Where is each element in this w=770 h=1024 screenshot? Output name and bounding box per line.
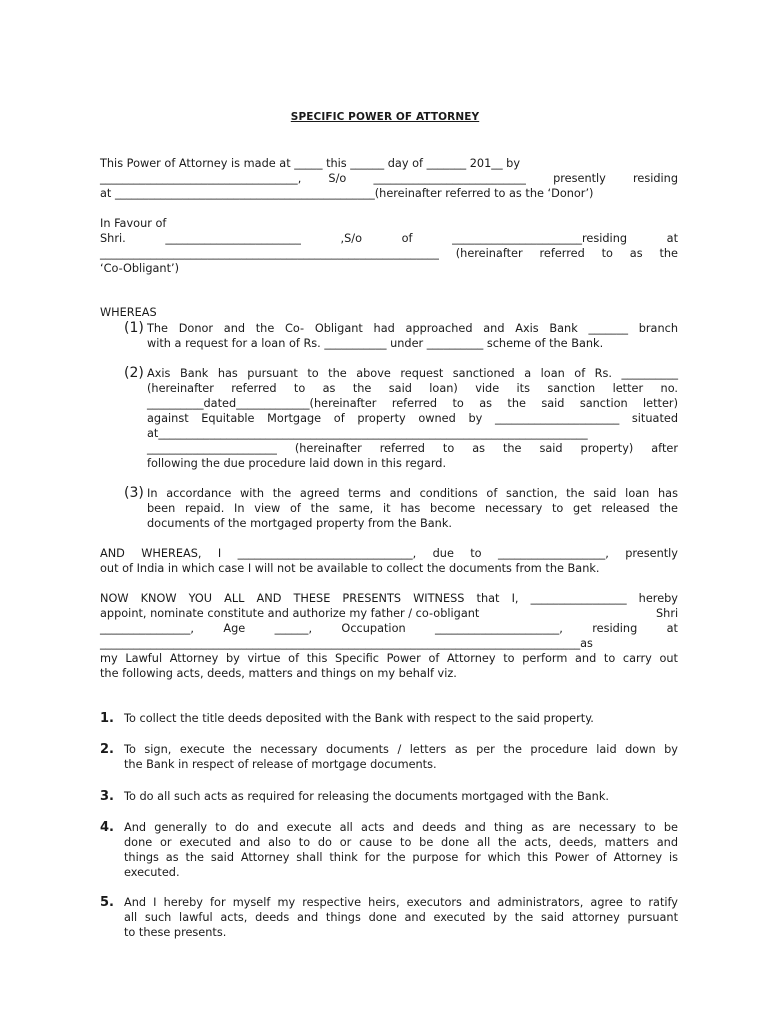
act-number: 5. <box>100 895 114 910</box>
witness-line-5: my Lawful Attorney by virtue of this Specific Power of Attorney to perform and to carry out <box>100 652 678 665</box>
whereas-2-line-2: (hereinafter referred to as the said loan) vide its sanction letter no. <box>147 382 678 395</box>
act-2-line-2: the Bank in respect of release of mortgage documents. <box>124 758 437 771</box>
act-5-line-1: And I hereby for myself my respective heirs, executors and administrators, agree to ratify <box>124 896 678 909</box>
whereas-1-line-1: The Donor and the Co- Obligant had approached and Axis Bank _______ branch <box>147 322 678 335</box>
act-1-line-1: To collect the title deeds deposited with the Bank with respect to the said property. <box>124 712 594 725</box>
whereas-2-line-5: at____________________________________________________________________________ <box>147 427 588 440</box>
act-2-line-1: To sign, execute the necessary documents / letters as per the procedure laid down by <box>124 743 678 756</box>
whereas-item-number: (1) <box>124 320 144 336</box>
whereas-1-line-2: with a request for a loan of Rs. ___________ under __________ scheme of the Bank. <box>147 337 604 350</box>
act-3-line-1: To do all such acts as required for releasing the documents mortgaged with the Bank. <box>124 790 609 803</box>
favour-line-2: Shri. ________________________ ,S/o of _______________________residing at <box>100 232 678 245</box>
favour-line-3: ____________________________________________________________ (hereinafter referred to as the <box>100 247 678 260</box>
act-4-line-2: done or executed and also to do or cause to be done all the acts, deeds, matters and <box>124 836 678 849</box>
act-4-line-1: And generally to do and execute all acts and deeds and thing as are necessary to be <box>124 821 678 834</box>
intro-line-2: ___________________________________, S/o ___________________________ presently residing <box>100 172 678 185</box>
act-4-line-3: things as the said Attorney shall think for the purpose for which this Power of Attorney is <box>124 851 678 864</box>
act-number: 4. <box>100 820 114 835</box>
act-number: 2. <box>100 742 114 757</box>
act-number: 3. <box>100 789 114 804</box>
whereas-2-line-3: __________dated_____________(hereinafter referred to as the said sanction letter) <box>147 397 678 410</box>
and-whereas-line-2: out of India in which case I will not be available to collect the documents from the Bank. <box>100 562 600 575</box>
whereas-2-line-7: following the due procedure laid down in this regard. <box>147 457 447 470</box>
witness-line-1: NOW KNOW YOU ALL AND THESE PRESENTS WITNESS that I, _________________ hereby <box>100 592 678 605</box>
and-whereas-line-1: AND WHEREAS, I _______________________________, due to ___________________, presently <box>100 547 678 560</box>
whereas-3-line-3: documents of the mortgaged property from the Bank. <box>147 517 452 530</box>
witness-line-2: appoint, nominate constitute and authorize my father / co-obligant <box>100 607 480 620</box>
favour-line-1: In Favour of <box>100 217 167 230</box>
whereas-item-number: (2) <box>124 365 144 381</box>
whereas-2-line-6: _______________________ (hereinafter referred to as the said property) after <box>147 442 678 455</box>
whereas-heading: WHEREAS <box>100 306 157 319</box>
whereas-2-line-1: Axis Bank has pursuant to the above request sanctioned a loan of Rs. __________ <box>147 367 678 380</box>
act-5-line-2: all such lawful acts, deeds and things done and executed by the said attorney pursuant <box>124 911 678 924</box>
act-5-line-3: to these presents. <box>124 926 227 939</box>
witness-line-4: _____________________________________________________________________________________as <box>100 637 593 650</box>
witness-line-6: the following acts, deeds, matters and things on my behalf viz. <box>100 667 457 680</box>
whereas-3-line-1: In accordance with the agreed terms and conditions of sanction, the said loan has <box>147 487 678 500</box>
intro-line-3: at ______________________________________________(hereinafter referred to as the ‘Donor’) <box>100 187 594 200</box>
whereas-2-line-4: against Equitable Mortgage of property owned by ______________________ situated <box>147 412 678 425</box>
act-number: 1. <box>100 711 114 726</box>
favour-line-4: ‘Co-Obligant’) <box>100 262 180 275</box>
whereas-3-line-2: been repaid. In view of the same, it has become necessary to get released the <box>147 502 678 515</box>
witness-line-3: ________________, Age ______, Occupation ______________________, residing at <box>100 622 678 635</box>
document-title: SPECIFIC POWER OF ATTORNEY <box>290 111 480 123</box>
intro-line-1: This Power of Attorney is made at _____ this ______ day of _______ 201__ by <box>100 157 521 170</box>
witness-line-2-shri: Shri <box>656 607 679 620</box>
act-4-line-4: executed. <box>124 866 180 879</box>
whereas-item-number: (3) <box>124 485 144 501</box>
